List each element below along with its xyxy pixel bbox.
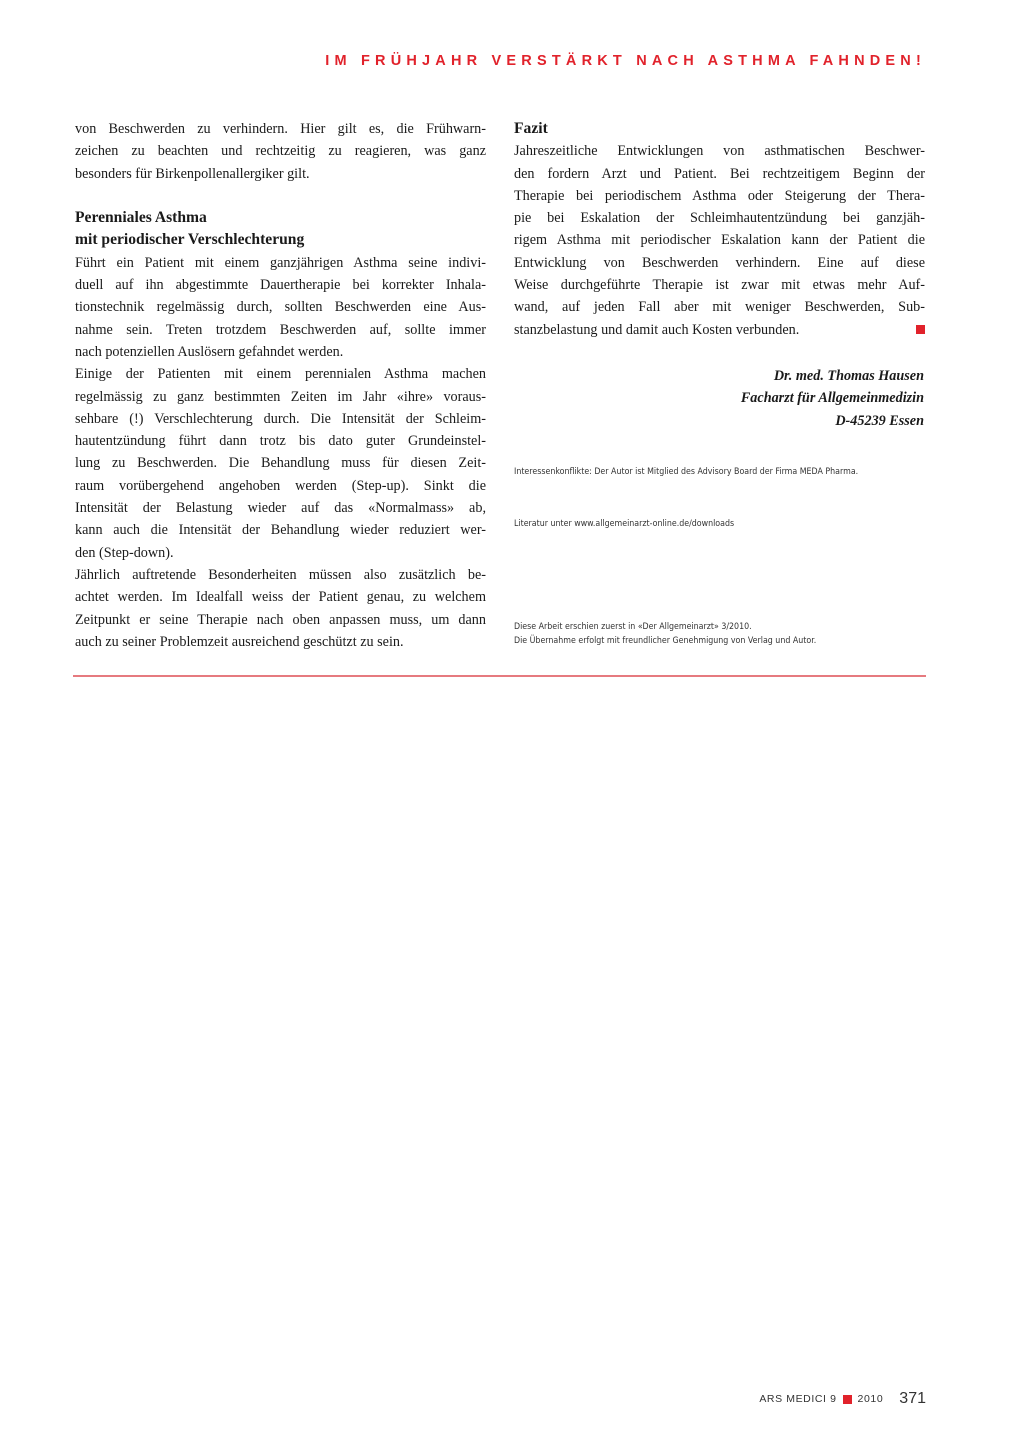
author-location: D-45239 Essen (835, 412, 924, 429)
right-column (514, 118, 925, 341)
body-line: Jahreszeitliche Entwicklungen von asthmatischen Beschwer- (514, 143, 925, 160)
body-line: den (Step-down). (75, 544, 174, 561)
body-line: pie bei Eskalation der Schleimhautentzündung bei ganzjäh- (514, 210, 925, 227)
page-number: 371 (899, 1390, 926, 1407)
body-line: hautentzündung führt dann trotz bis dato guter Grundeinstel- (75, 433, 486, 450)
body-line: achtet werden. Im Idealfall weiss der Patient genau, zu welchem (75, 589, 486, 606)
journal-name: ARS MEDICI 9 (759, 1393, 837, 1405)
origin-note-line: Die Übernahme erfolgt mit freundlicher Genehmigung von Verlag und Autor. (514, 635, 817, 646)
left-column (75, 118, 486, 653)
body-line: stanzbelastung und damit auch Kosten verbunden. (514, 321, 800, 338)
author-name: Dr. med. Thomas Hausen (773, 368, 924, 384)
section-divider (73, 675, 926, 677)
body-line: lung zu Beschwerden. Die Behandlung muss für diesen Zeit- (75, 455, 486, 472)
literature-note: Literatur unter www.allgemeinarzt-online.de/downloads (514, 518, 735, 529)
body-line: Intensität der Belastung wieder auf das «Normalmass» ab, (75, 500, 486, 517)
body-line: den fordern Arzt und Patient. Bei rechtzeitigem Beginn der (514, 165, 925, 182)
body-line: tionstechnik regelmässig durch, sollten Beschwerden eine Aus- (75, 299, 486, 316)
author-title: Facharzt für Allgemeinmedizin (740, 390, 924, 407)
running-header-title: IM FRÜHJAHR VERSTÄRKT NACH ASTHMA FAHNDEN! (325, 53, 926, 69)
closing-line (514, 319, 925, 341)
body-line: duell auf ihn abgestimmte Dauertherapie bei korrekter Inhala- (75, 277, 486, 294)
body-line: besonders für Birkenpollenallergiker gilt. (75, 165, 310, 182)
section-heading: Perenniales Asthma (75, 209, 207, 227)
body-line: Einige der Patienten mit einem perennialen Asthma machen (75, 366, 486, 383)
body-line: Therapie bei periodischem Asthma oder Steigerung der Thera- (514, 187, 925, 204)
body-line: Zeitpunkt er seine Therapie nach oben anpassen muss, um dann (75, 611, 486, 628)
body-line: regelmässig zu ganz bestimmten Zeiten im Jahr «ihre» voraus- (75, 388, 486, 405)
section-heading: mit periodischer Verschlechterung (75, 231, 305, 249)
body-line: wand, auf jeden Fall aber mit weniger Beschwerden, Sub- (514, 299, 925, 316)
body-line: Entwicklung von Beschwerden verhindern. Eine auf diese (514, 254, 925, 271)
body-line: Jährlich auftretende Besonderheiten müssen also zusätzlich be- (75, 566, 486, 583)
body-line: von Beschwerden zu verhindern. Hier gilt es, die Frühwarn- (75, 121, 486, 137)
body-line: raum vorübergehend angehoben werden (Step-up). Sinkt die (75, 477, 486, 494)
body-line: auch zu seiner Problemzeit ausreichend geschützt zu sein. (75, 633, 404, 650)
origin-note-line: Diese Arbeit erschien zuerst in «Der Allgemeinarzt» 3/2010. (514, 621, 752, 632)
section-heading-fazit: Fazit (514, 120, 548, 137)
author-block (741, 365, 924, 432)
conflict-of-interest-note: Interessenkonflikte: Der Autor ist Mitglied des Advisory Board der Firma MEDA Pharma. (514, 466, 859, 477)
body-line: rigem Asthma mit periodischer Eskalation kann der Patient die (514, 232, 925, 249)
body-line: zeichen zu beachten und rechtzeitig zu reagieren, was ganz (75, 143, 486, 160)
body-line: nahme sein. Treten trotzdem Beschwerden auf, sollte immer (75, 321, 486, 338)
body-line: Weise durchgeführte Therapie ist zwar mit etwas mehr Auf- (514, 277, 925, 294)
page-footer (759, 1390, 926, 1408)
body-line: nach potenziellen Auslösern gefahndet werden. (75, 343, 344, 360)
body-line: sehbare (!) Verschlechterung durch. Die Intensität der Schleim- (75, 410, 486, 427)
journal-year: 2010 (857, 1393, 884, 1405)
end-of-article-square-icon (916, 325, 925, 334)
origin-note (514, 620, 816, 648)
separator-square-icon (843, 1395, 852, 1404)
body-line: Führt ein Patient mit einem ganzjährigen Asthma seine indivi- (75, 254, 486, 271)
body-line: kann auch die Intensität der Behandlung wieder reduziert wer- (75, 522, 486, 539)
